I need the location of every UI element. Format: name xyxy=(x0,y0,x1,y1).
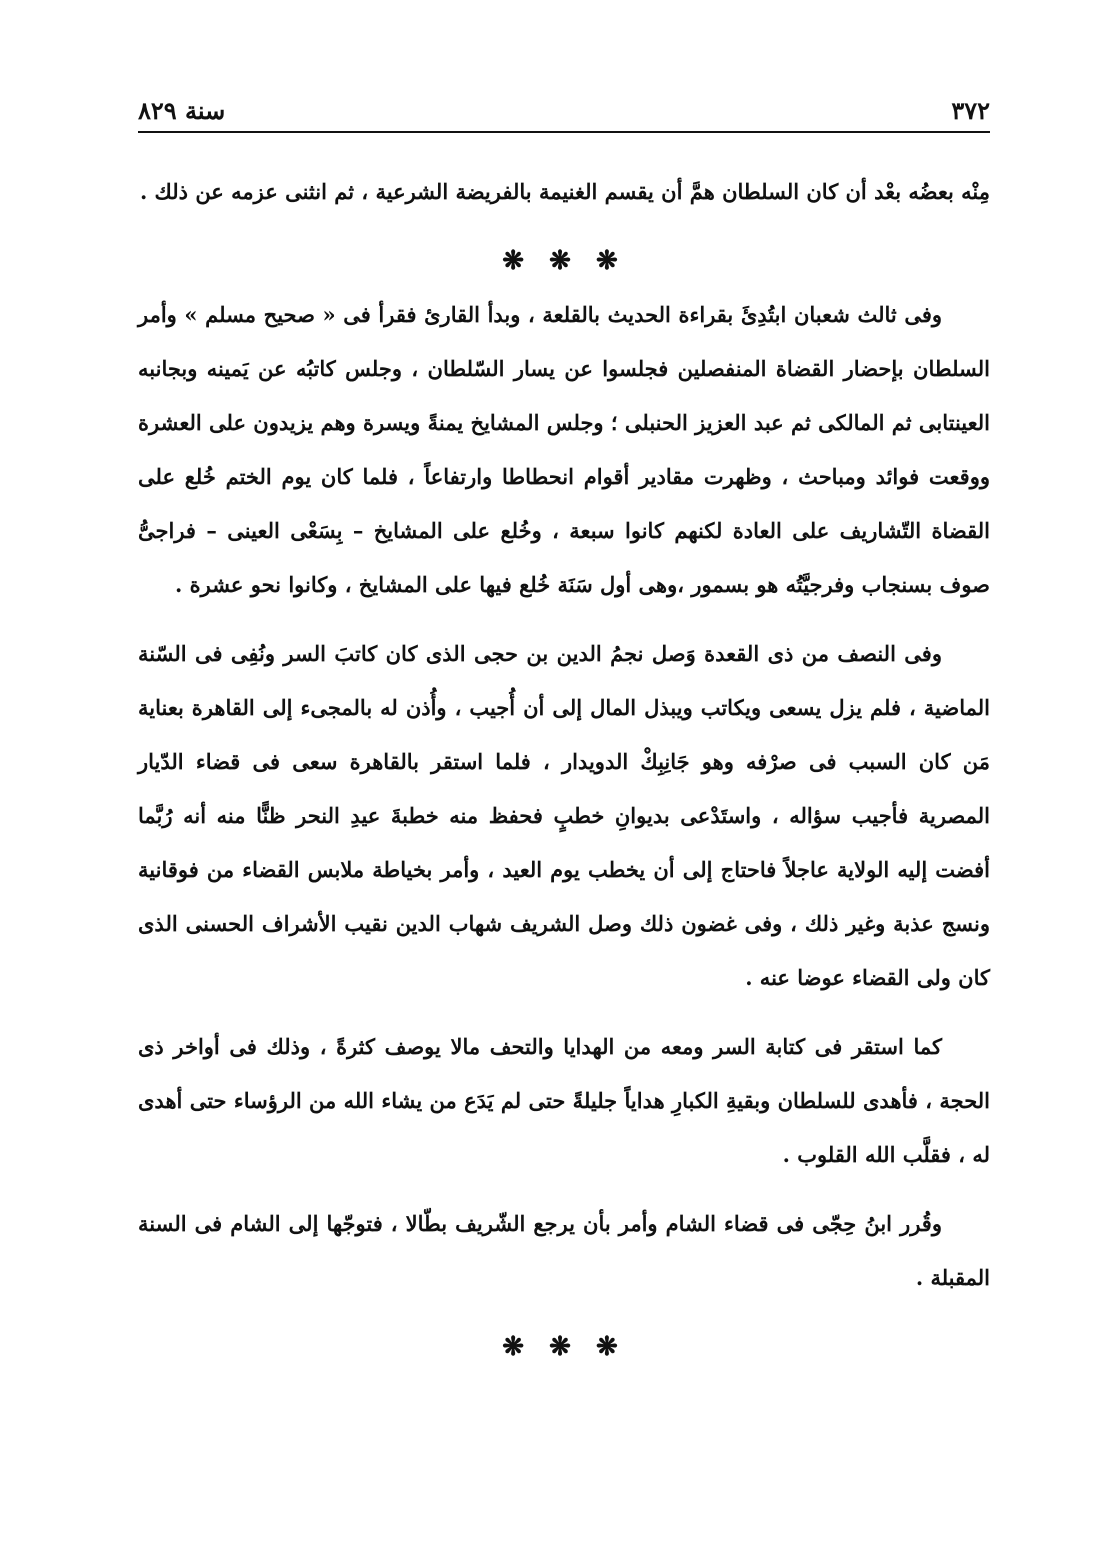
paragraph-ibn-hijji: وقُرر ابنُ حِجّى فى قضاء الشام وأمر بأن يرجع الشّريف بطّالا ، فتوجّها إلى الشام فى السنة المقبلة . xyxy=(138,1211,990,1290)
header-rule xyxy=(138,131,990,133)
year-heading: سنة ٨٢٩ xyxy=(138,95,226,125)
section-separator: ❋ ❋ ❋ xyxy=(502,246,626,276)
page-body xyxy=(138,165,990,1374)
page-number: ٣٧٢ xyxy=(951,95,990,125)
paragraph-shaban: وفى ثالث شعبان ابتُدِئَ بقراءة الحديث بالقلعة ، وبدأ القارئ فقرأ فى « صحيح مسلم » وأمر السلطان بإحضار القضاة المنفصلين فجلسوا عن يسار السّلطان ، وجلس كاتبُه عن يَمينه وبجانبه العينتابى ثم المالكى ثم عبد العزيز الحنبلى ؛ وجلس المشايخ يمنةً ويسرة وهم يزيدون على العشرة ووقعت فوائد ومباحث ، وظهرت مقادير أقوام انحطاطا وارتفاعاً ، فلما كان يوم الختم خُلع على القضاة التّشاريف على العادة لكنهم كانوا سبعة ، وخُلع على المشايخ – بِسَعْى العينى – فراجىُّ صوف بسنجاب وفرجيَّتُه هو بسمور ،وهى أول سَنَة خُلع فيها على المشايخ ، وكانوا نحو عشرة . xyxy=(138,302,990,597)
book-page xyxy=(130,80,990,1520)
section-separator: ❋ ❋ ❋ xyxy=(502,1332,626,1362)
paragraph-continuation: مِنْه بعضُه بعْد أن كان السلطان همَّ أن يقسم الغنيمة بالفريضة الشرعية ، ثم انثنى عزمه عن ذلك . xyxy=(139,179,990,204)
paragraph-dhu-al-qada: وفى النصف من ذى القعدة وَصل نجمُ الدين بن حجى الذى كان كاتبَ السر ونُفِى فى السّنة الماضية ، فلم يزل يسعى ويكاتب ويبذل المال إلى أن أُجيب ، وأُذن له بالمجىء إلى القاهرة بعناية مَن كان السبب فى صرْفه وهو جَانِبِكْ الدويدار ، فلما استقر بالقاهرة سعى فى قضاء الدّيار المصرية فأجيب سؤاله ، واستَدْعى بديوانِ خطبٍ فحفظ منه خطبةَ عيدِ النحر ظنًّا منه أنه رُبَّما أفضت إليه الولاية عاجلاً فاحتاج إلى أن يخطب يوم العيد ، وأمر بخياطة ملابس القضاء من فوقانية ونسج عذبة وغير ذلك ، وفى غضون ذلك وصل الشريف شهاب الدين نقيب الأشراف الحسنى الذى كان ولى القضاء عوضا عنه . xyxy=(138,641,990,990)
page-header xyxy=(138,92,990,128)
paragraph-gifts: كما استقر فى كتابة السر ومعه من الهدايا والتحف مالا يوصف كثرةً ، وذلك فى أواخر ذى الحجة ، فأهدى للسلطان وبقيةِ الكبارِ هداياً جليلةً حتى لم يَدَع من يشاء الله من الرؤساء حتى أهدى له ، فقلَّب الله القلوب . xyxy=(138,1034,990,1167)
